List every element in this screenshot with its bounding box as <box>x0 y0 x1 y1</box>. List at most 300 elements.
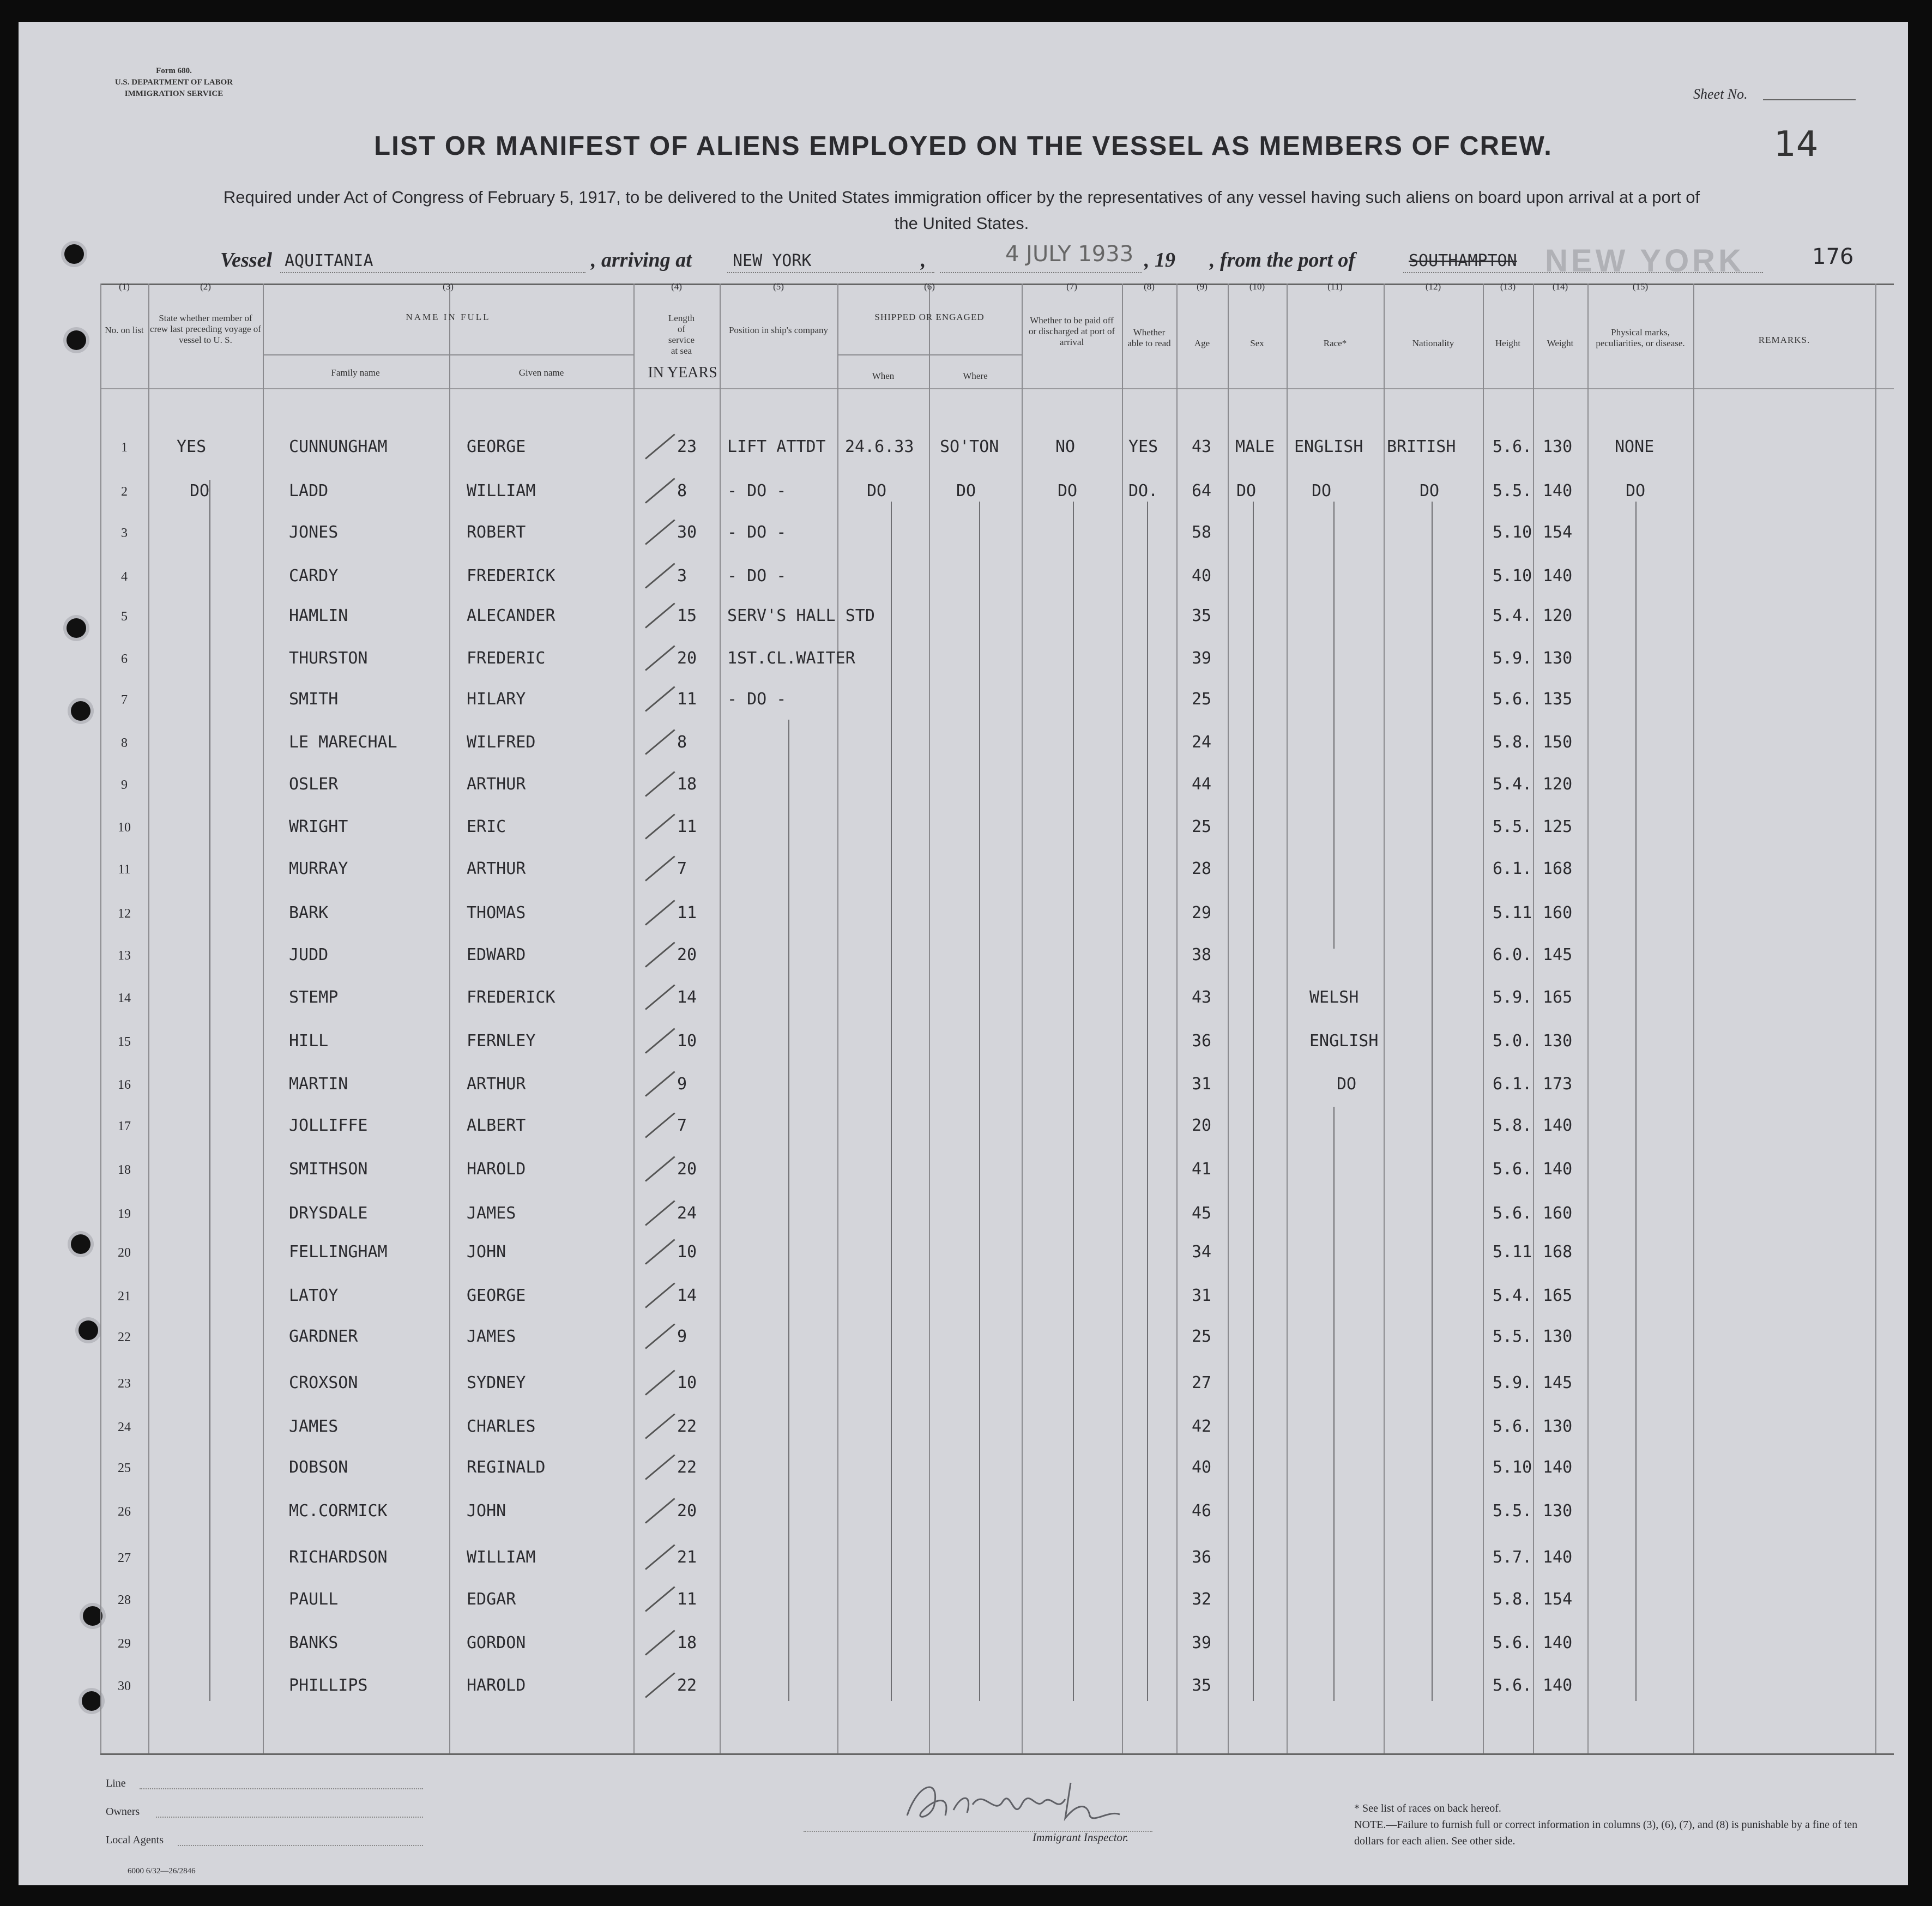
tally-mark <box>645 1028 675 1053</box>
row-number: 8 <box>121 736 128 750</box>
tally-mark <box>645 942 675 967</box>
signature-image <box>902 1772 1131 1832</box>
row-number: 21 <box>118 1289 131 1304</box>
table-row <box>19 1540 1908 1578</box>
given-name-cell: CHARLES <box>467 1417 536 1436</box>
height-cell: 5.6. <box>1493 1676 1532 1695</box>
shipped-where-cell: DO <box>956 481 976 500</box>
weight-cell: 140 <box>1543 1548 1573 1567</box>
paid-off-cell: DO <box>1058 481 1078 500</box>
tally-mark <box>645 771 675 797</box>
position-cell: - DO - <box>727 523 787 542</box>
family-name-cell: RICHARDSON <box>289 1548 388 1567</box>
row-number: 15 <box>118 1035 131 1049</box>
service-years-cell: 14 <box>677 1286 697 1305</box>
table-row <box>19 1108 1908 1147</box>
header-service-unit: IN YEARS <box>648 364 717 381</box>
inspector-signature <box>902 1772 1131 1834</box>
service-years-cell: 22 <box>677 1417 697 1436</box>
weight-cell: 145 <box>1543 945 1573 964</box>
service-years-cell: 8 <box>677 481 687 500</box>
family-name-cell: HILL <box>289 1032 329 1051</box>
weight-cell: 130 <box>1543 437 1573 456</box>
header-remarks: REMARKS. <box>1758 335 1810 345</box>
height-cell: 5.10 <box>1493 523 1532 542</box>
age-cell: 38 <box>1192 945 1212 964</box>
weight-cell: 140 <box>1543 481 1573 500</box>
department-name: U.S. DEPARTMENT OF LABOR <box>114 78 233 87</box>
tally-mark <box>645 519 675 545</box>
family-name-cell: BANKS <box>289 1633 339 1652</box>
service-years-cell: 22 <box>677 1676 697 1695</box>
tally-mark <box>645 1586 675 1612</box>
row-number: 10 <box>118 821 131 835</box>
vessel-line: Vessel AQUITANIA , arriving at NEW YORK , 4 JULY 1933 , 19 , from the port of SOUTHAMPTON NEW YORK <box>220 248 1856 281</box>
table-row <box>19 474 1908 512</box>
header-able-to-read: Whether able to read <box>1127 327 1171 348</box>
given-name-cell: GEORGE <box>467 437 526 456</box>
given-name-cell: JOHN <box>467 1501 506 1521</box>
table-row <box>19 1450 1908 1488</box>
tally-mark <box>645 984 675 1010</box>
row-number: 27 <box>118 1551 131 1565</box>
col-number: (11) <box>1327 281 1343 292</box>
given-name-cell: THOMAS <box>467 903 526 922</box>
family-name-cell: MC.CORMICK <box>289 1501 388 1521</box>
row-number: 2 <box>121 485 128 499</box>
age-cell: 24 <box>1192 733 1212 752</box>
weight-cell: 150 <box>1543 733 1573 752</box>
service-years-cell: 22 <box>677 1458 697 1477</box>
last-voyage-cell: YES <box>177 437 207 456</box>
table-row <box>19 1494 1908 1532</box>
col-number: (6) <box>924 281 935 292</box>
weight-cell: 140 <box>1543 1458 1573 1477</box>
table-row <box>19 1409 1908 1447</box>
age-cell: 40 <box>1192 1458 1212 1477</box>
weight-cell: 120 <box>1543 775 1573 794</box>
age-cell: 27 <box>1192 1373 1212 1392</box>
form-identifier <box>84 65 264 100</box>
given-name-cell: WILFRED <box>467 733 536 752</box>
given-name-cell: ARTHUR <box>467 1075 526 1094</box>
table-row <box>19 896 1908 934</box>
shipped-when-cell: DO <box>867 481 887 500</box>
age-cell: 31 <box>1192 1075 1212 1094</box>
from-port: SOUTHAMPTON <box>1409 251 1517 270</box>
weight-cell: 160 <box>1543 903 1573 922</box>
service-years-cell: 7 <box>677 1116 687 1135</box>
family-name-cell: DOBSON <box>289 1458 348 1477</box>
given-name-cell: ARTHUR <box>467 775 526 794</box>
age-cell: 35 <box>1192 606 1212 625</box>
given-name-cell: ROBERT <box>467 523 526 542</box>
service-years-cell: 9 <box>677 1075 687 1094</box>
col-number: (4) <box>671 281 682 292</box>
table-row <box>19 1626 1908 1664</box>
family-name-cell: MARTIN <box>289 1075 348 1094</box>
header-name-in-full: NAME IN FULL <box>406 312 491 322</box>
age-cell: 36 <box>1192 1032 1212 1051</box>
shipped-when-cell: 24.6.33 <box>845 437 914 456</box>
nationality-cell: DO <box>1420 481 1440 500</box>
family-name-cell: CROXSON <box>289 1373 358 1392</box>
print-code: 6000 6/32—26/2846 <box>128 1867 196 1875</box>
service-name: IMMIGRATION SERVICE <box>124 89 224 98</box>
header-shipped-or-engaged: SHIPPED OR ENGAGED <box>874 312 985 322</box>
service-years-cell: 10 <box>677 1242 697 1262</box>
age-cell: 28 <box>1192 859 1212 878</box>
service-years-cell: 11 <box>677 817 697 836</box>
race-cell: ENGLISH <box>1294 437 1363 456</box>
weight-cell: 154 <box>1543 523 1573 542</box>
table-row <box>19 559 1908 597</box>
age-cell: 39 <box>1192 649 1212 668</box>
vessel-name: AQUITANIA <box>285 251 373 270</box>
family-name-cell: LATOY <box>289 1286 339 1305</box>
weight-cell: 135 <box>1543 690 1573 709</box>
port-stamp: NEW YORK <box>1545 243 1744 279</box>
age-cell: 43 <box>1192 988 1212 1007</box>
header-nationality: Nationality <box>1412 338 1454 348</box>
age-cell: 41 <box>1192 1160 1212 1179</box>
family-name-cell: WRIGHT <box>289 817 348 836</box>
age-cell: 58 <box>1192 523 1212 542</box>
table-row <box>19 1196 1908 1234</box>
table-row <box>19 1067 1908 1105</box>
col-number: (14) <box>1552 281 1568 292</box>
table-row <box>19 938 1908 976</box>
weight-cell: 165 <box>1543 1286 1573 1305</box>
given-name-cell: JAMES <box>467 1327 516 1346</box>
local-agents-label: Local Agents <box>106 1834 164 1846</box>
weight-cell: 140 <box>1543 1116 1573 1135</box>
header-family-name: Family name <box>331 367 380 378</box>
tally-mark <box>645 813 675 839</box>
row-number: 29 <box>118 1637 131 1651</box>
age-cell: 36 <box>1192 1548 1212 1567</box>
service-years-cell: 18 <box>677 775 697 794</box>
height-cell: 5.6. <box>1493 1633 1532 1652</box>
row-number: 25 <box>118 1461 131 1475</box>
family-name-cell: BARK <box>289 903 329 922</box>
tally-mark <box>645 900 675 925</box>
col-number: (5) <box>773 281 784 292</box>
table-row <box>19 852 1908 890</box>
row-number: 14 <box>118 991 131 1005</box>
table-row <box>19 810 1908 848</box>
col-number: (9) <box>1197 281 1208 292</box>
table-row <box>19 430 1908 468</box>
weight-cell: 125 <box>1543 817 1573 836</box>
given-name-cell: ERIC <box>467 817 506 836</box>
family-name-cell: MURRAY <box>289 859 348 878</box>
service-years-cell: 14 <box>677 988 697 1007</box>
punch-hole <box>67 330 86 350</box>
nationality-cell: BRITISH <box>1387 437 1456 456</box>
penalty-note: NOTE.—Failure to furnish full or correct information in columns (3), (6), (7), and (8) is punishable by a fine of ten dollars for each alien. See other side. <box>1354 1819 1858 1847</box>
family-name-cell: JUDD <box>289 945 329 964</box>
position-cell: LIFT ATTDT <box>727 437 826 456</box>
document-subtitle: Required under Act of Congress of February 5, 1917, to be delivered to the United States immigration officer by the representatives of any vessel having such aliens on board upon arrival at a port of the United States. <box>223 188 1700 233</box>
tally-mark <box>645 855 675 881</box>
table-row <box>19 599 1908 637</box>
family-name-cell: OSLER <box>289 775 339 794</box>
table-row <box>19 767 1908 805</box>
race-cell: DO <box>1337 1075 1357 1094</box>
height-cell: 5.7. <box>1493 1548 1532 1567</box>
weight-cell: 173 <box>1543 1075 1573 1094</box>
age-cell: 34 <box>1192 1242 1212 1262</box>
service-years-cell: 9 <box>677 1327 687 1346</box>
row-number: 30 <box>118 1679 131 1693</box>
height-cell: 5.6. <box>1493 690 1532 709</box>
paid-off-cell: NO <box>1055 437 1076 456</box>
weight-cell: 165 <box>1543 988 1573 1007</box>
row-number: 5 <box>121 610 128 624</box>
row-number: 26 <box>118 1505 131 1519</box>
age-cell: 64 <box>1192 481 1212 500</box>
height-cell: 5.5. <box>1493 817 1532 836</box>
position-cell: 1ST.CL.WAITER <box>727 649 855 668</box>
arriving-port: NEW YORK <box>733 251 812 270</box>
table-row <box>19 725 1908 763</box>
given-name-cell: JAMES <box>467 1204 516 1223</box>
age-cell: 45 <box>1192 1204 1212 1223</box>
family-name-cell: PAULL <box>289 1590 339 1609</box>
family-name-cell: STEMP <box>289 988 339 1007</box>
age-cell: 29 <box>1192 903 1212 922</box>
owners-field[interactable] <box>156 1817 423 1818</box>
local-agents-field[interactable] <box>178 1845 423 1846</box>
table-row <box>19 1319 1908 1358</box>
document-title: LIST OR MANIFEST OF ALIENS EMPLOYED ON THE VESSEL AS MEMBERS OF CREW. <box>374 131 1553 161</box>
tally-mark <box>645 1282 675 1308</box>
service-years-cell: 11 <box>677 903 697 922</box>
family-name-cell: SMITH <box>289 690 339 709</box>
header-given-name: Given name <box>518 367 564 378</box>
service-years-cell: 15 <box>677 606 697 625</box>
header-divider <box>100 388 1894 389</box>
row-number: 16 <box>118 1078 131 1092</box>
weight-cell: 130 <box>1543 649 1573 668</box>
line-field[interactable] <box>140 1788 423 1789</box>
able-to-read-cell: YES <box>1128 437 1158 456</box>
row-number: 18 <box>118 1163 131 1177</box>
year-label: , 19 <box>1144 249 1175 272</box>
height-cell: 5.8. <box>1493 733 1532 752</box>
height-cell: 5.11 <box>1493 903 1532 922</box>
service-years-cell: 11 <box>677 690 697 709</box>
header-last-voyage: State whether member of crew last preceding voyage of vessel to U. S. <box>150 313 261 345</box>
tally-mark <box>645 1413 675 1439</box>
tally-mark <box>645 1544 675 1570</box>
tally-mark <box>645 1454 675 1480</box>
service-years-cell: 20 <box>677 1501 697 1521</box>
row-number: 19 <box>118 1207 131 1221</box>
family-name-cell: LADD <box>289 481 329 500</box>
col-number: (8) <box>1144 281 1155 292</box>
height-cell: 5.10 <box>1493 1458 1532 1477</box>
height-cell: 5.4. <box>1493 775 1532 794</box>
age-cell: 42 <box>1192 1417 1212 1436</box>
table-row <box>19 682 1908 720</box>
age-cell: 25 <box>1192 1327 1212 1346</box>
family-name-cell: THURSTON <box>289 649 368 668</box>
family-name-cell: PHILLIPS <box>289 1676 368 1695</box>
tally-mark <box>645 563 675 588</box>
header-position: Position in ship's company <box>728 325 829 335</box>
table-row <box>19 1582 1908 1620</box>
height-cell: 5.10 <box>1493 566 1532 586</box>
table-row <box>19 1024 1908 1062</box>
col-number: (2) <box>200 281 211 292</box>
family-name-cell: LE MARECHAL <box>289 733 397 752</box>
row-number: 12 <box>118 907 131 921</box>
height-cell: 5.9. <box>1493 988 1532 1007</box>
age-cell: 39 <box>1192 1633 1212 1652</box>
row-number: 1 <box>121 441 128 455</box>
col-number: (10) <box>1249 281 1265 292</box>
table-row <box>19 1152 1908 1190</box>
table-row <box>19 1235 1908 1273</box>
service-years-cell: 3 <box>677 566 687 586</box>
age-cell: 32 <box>1192 1590 1212 1609</box>
service-years-cell: 24 <box>677 1204 697 1223</box>
weight-cell: 130 <box>1543 1501 1573 1521</box>
age-cell: 25 <box>1192 817 1212 836</box>
height-cell: 5.8. <box>1493 1590 1532 1609</box>
given-name-cell: FREDERICK <box>467 566 556 586</box>
tally-mark <box>645 1112 675 1138</box>
weight-cell: 140 <box>1543 1676 1573 1695</box>
tally-mark <box>645 1071 675 1096</box>
punch-hole <box>64 244 84 264</box>
header-sex: Sex <box>1250 338 1264 348</box>
service-years-cell: 21 <box>677 1548 697 1567</box>
age-cell: 31 <box>1192 1286 1212 1305</box>
tally-mark <box>645 686 675 711</box>
header-physical-marks: Physical marks, peculiarities, or disease. <box>1596 327 1685 348</box>
header-height: Height <box>1495 338 1521 348</box>
family-name-cell: JAMES <box>289 1417 339 1436</box>
col-number: (1) <box>119 281 130 292</box>
weight-cell: 140 <box>1543 566 1573 586</box>
service-years-cell: 20 <box>677 1160 697 1179</box>
weight-cell: 145 <box>1543 1373 1573 1392</box>
given-name-cell: FERNLEY <box>467 1032 536 1051</box>
given-name-cell: EDGAR <box>467 1590 516 1609</box>
tally-mark <box>645 1672 675 1698</box>
form-number: Form 680. <box>156 67 192 75</box>
sheet-no-line <box>1763 99 1856 100</box>
able-to-read-cell: DO. <box>1128 481 1158 500</box>
row-number: 24 <box>118 1420 131 1434</box>
race-cell: DO <box>1312 481 1332 500</box>
tally-mark <box>645 1156 675 1181</box>
footer-notes <box>1354 1800 1877 1849</box>
height-cell: 5.5. <box>1493 481 1532 500</box>
given-name-cell: HILARY <box>467 690 526 709</box>
family-name-cell: SMITHSON <box>289 1160 368 1179</box>
age-cell: 46 <box>1192 1501 1212 1521</box>
weight-cell: 140 <box>1543 1160 1573 1179</box>
tally-mark <box>645 1370 675 1395</box>
weight-cell: 140 <box>1543 1633 1573 1652</box>
row-number: 11 <box>118 862 131 877</box>
given-name-cell: HAROLD <box>467 1676 526 1695</box>
table-row <box>19 515 1908 553</box>
col-number: (13) <box>1500 281 1516 292</box>
height-cell: 5.4. <box>1493 606 1532 625</box>
tally-mark <box>645 1239 675 1264</box>
height-cell: 5.8. <box>1493 1116 1532 1135</box>
given-name-cell: EDWARD <box>467 945 526 964</box>
tally-mark <box>645 478 675 503</box>
age-cell: 44 <box>1192 775 1212 794</box>
given-name-cell: GORDON <box>467 1633 526 1652</box>
given-name-cell: ALECANDER <box>467 606 556 625</box>
family-name-cell: CUNNUNGHAM <box>289 437 388 456</box>
height-cell: 5.6. <box>1493 437 1532 456</box>
manifest-sheet <box>19 22 1908 1885</box>
header-no-on-list: No. on list <box>105 325 144 335</box>
page-number: 176 <box>1812 244 1854 269</box>
shipped-where-cell: SO'TON <box>940 437 999 456</box>
col-number: (7) <box>1066 281 1077 292</box>
table-row <box>19 1278 1908 1317</box>
age-cell: 43 <box>1192 437 1212 456</box>
race-note: * See list of races on back hereof. <box>1354 1802 1501 1814</box>
weight-cell: 130 <box>1543 1417 1573 1436</box>
vessel-label: Vessel <box>220 249 272 272</box>
given-name-cell: GEORGE <box>467 1286 526 1305</box>
row-number: 4 <box>121 570 128 584</box>
sheet-number-handwritten: 14 <box>1774 124 1819 165</box>
sex-cell: DO <box>1236 481 1257 500</box>
date-stamp: 4 JULY 1933 <box>1005 242 1134 267</box>
col-number: (12) <box>1425 281 1441 292</box>
position-cell: SERV'S HALL STD <box>727 606 875 625</box>
given-name-cell: ALBERT <box>467 1116 526 1135</box>
inspector-caption: Immigrant Inspector. <box>1033 1831 1129 1844</box>
weight-cell: 168 <box>1543 859 1573 878</box>
height-cell: 6.1. <box>1493 1075 1532 1094</box>
physical-marks-cell: NONE <box>1615 437 1655 456</box>
tally-mark <box>645 1498 675 1523</box>
sex-cell: MALE <box>1235 437 1275 456</box>
given-name-cell: WILLIAM <box>467 1548 536 1567</box>
header-race: Race* <box>1323 338 1347 348</box>
tally-mark <box>645 1200 675 1226</box>
given-name-cell: REGINALD <box>467 1458 546 1477</box>
header-when: When <box>872 371 895 381</box>
family-name-cell: JONES <box>289 523 339 542</box>
tally-mark <box>645 1630 675 1655</box>
header-paid-off: Whether to be paid off or discharged at port of arrival <box>1028 315 1115 347</box>
height-cell: 5.9. <box>1493 649 1532 668</box>
weight-cell: 130 <box>1543 1327 1573 1346</box>
service-years-cell: 7 <box>677 859 687 878</box>
row-number: 9 <box>121 778 128 792</box>
table-row <box>19 980 1908 1018</box>
sheet-no-label: Sheet No. <box>1693 86 1748 102</box>
row-number: 22 <box>118 1330 131 1344</box>
col-number: (3) <box>443 281 454 292</box>
header-weight: Weight <box>1547 338 1574 348</box>
row-number: 17 <box>118 1119 131 1133</box>
row-number: 7 <box>121 693 128 707</box>
